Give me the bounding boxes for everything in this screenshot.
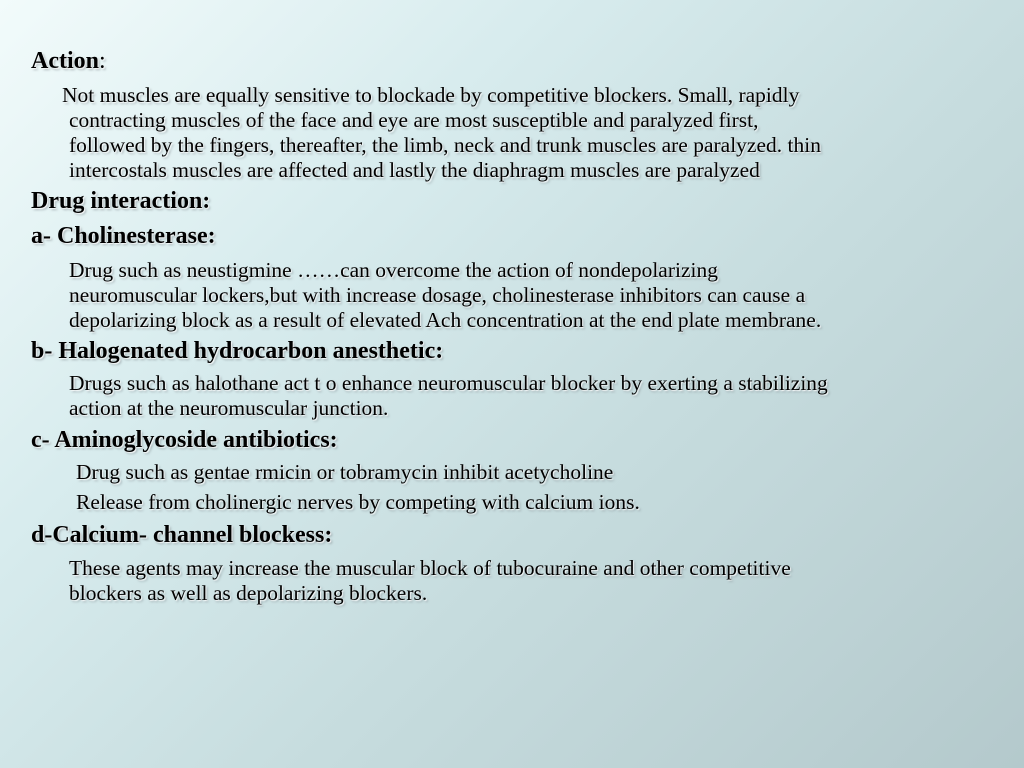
action-heading-colon: : <box>99 48 106 74</box>
cholinesterase-heading: a- Cholinesterase: <box>31 223 216 249</box>
halogenated-line-1: Drugs such as halothane act t o enhance neuromuscular blocker by exerting a stabilizing <box>69 371 828 395</box>
halogenated-heading: b- Halogenated hydrocarbon anesthetic: <box>31 338 444 364</box>
aminoglycoside-line-1: Drug such as gentae rmicin or tobramycin inhibit acetycholine <box>76 460 614 484</box>
cholinesterase-line-2: neuromuscular lockers,but with increase dosage, cholinesterase inhibitors can cause a <box>69 283 806 307</box>
aminoglycoside-line-2: Release from cholinergic nerves by competing with calcium ions. <box>76 490 640 514</box>
action-line-4: intercostals muscles are affected and lastly the diaphragm muscles are paralyzed <box>69 158 760 182</box>
calcium-heading: d-Calcium- channel blockess: <box>31 522 333 548</box>
calcium-line-1: These agents may increase the muscular block of tubocuraine and other competitive <box>69 556 791 580</box>
action-heading-label: Action <box>31 48 99 74</box>
action-line-2: contracting muscles of the face and eye are most susceptible and paralyzed first, <box>69 108 759 132</box>
cholinesterase-line-3: depolarizing block as a result of elevated Ach concentration at the end plate membrane. <box>69 308 822 332</box>
drug-interaction-heading: Drug interaction: <box>31 188 211 214</box>
action-heading <box>31 48 106 75</box>
aminoglycoside-heading: c- Aminoglycoside antibiotics: <box>31 427 338 453</box>
action-line-3: followed by the fingers, thereafter, the limb, neck and trunk muscles are paralyzed. thin <box>69 133 821 157</box>
calcium-line-2: blockers as well as depolarizing blockers. <box>69 581 428 605</box>
halogenated-line-2: action at the neuromuscular junction. <box>69 396 389 420</box>
cholinesterase-line-1: Drug such as neustigmine ……can overcome the action of nondepolarizing <box>69 258 718 282</box>
action-line-1: Not muscles are equally sensitive to blockade by competitive blockers. Small, rapidly <box>62 83 800 107</box>
